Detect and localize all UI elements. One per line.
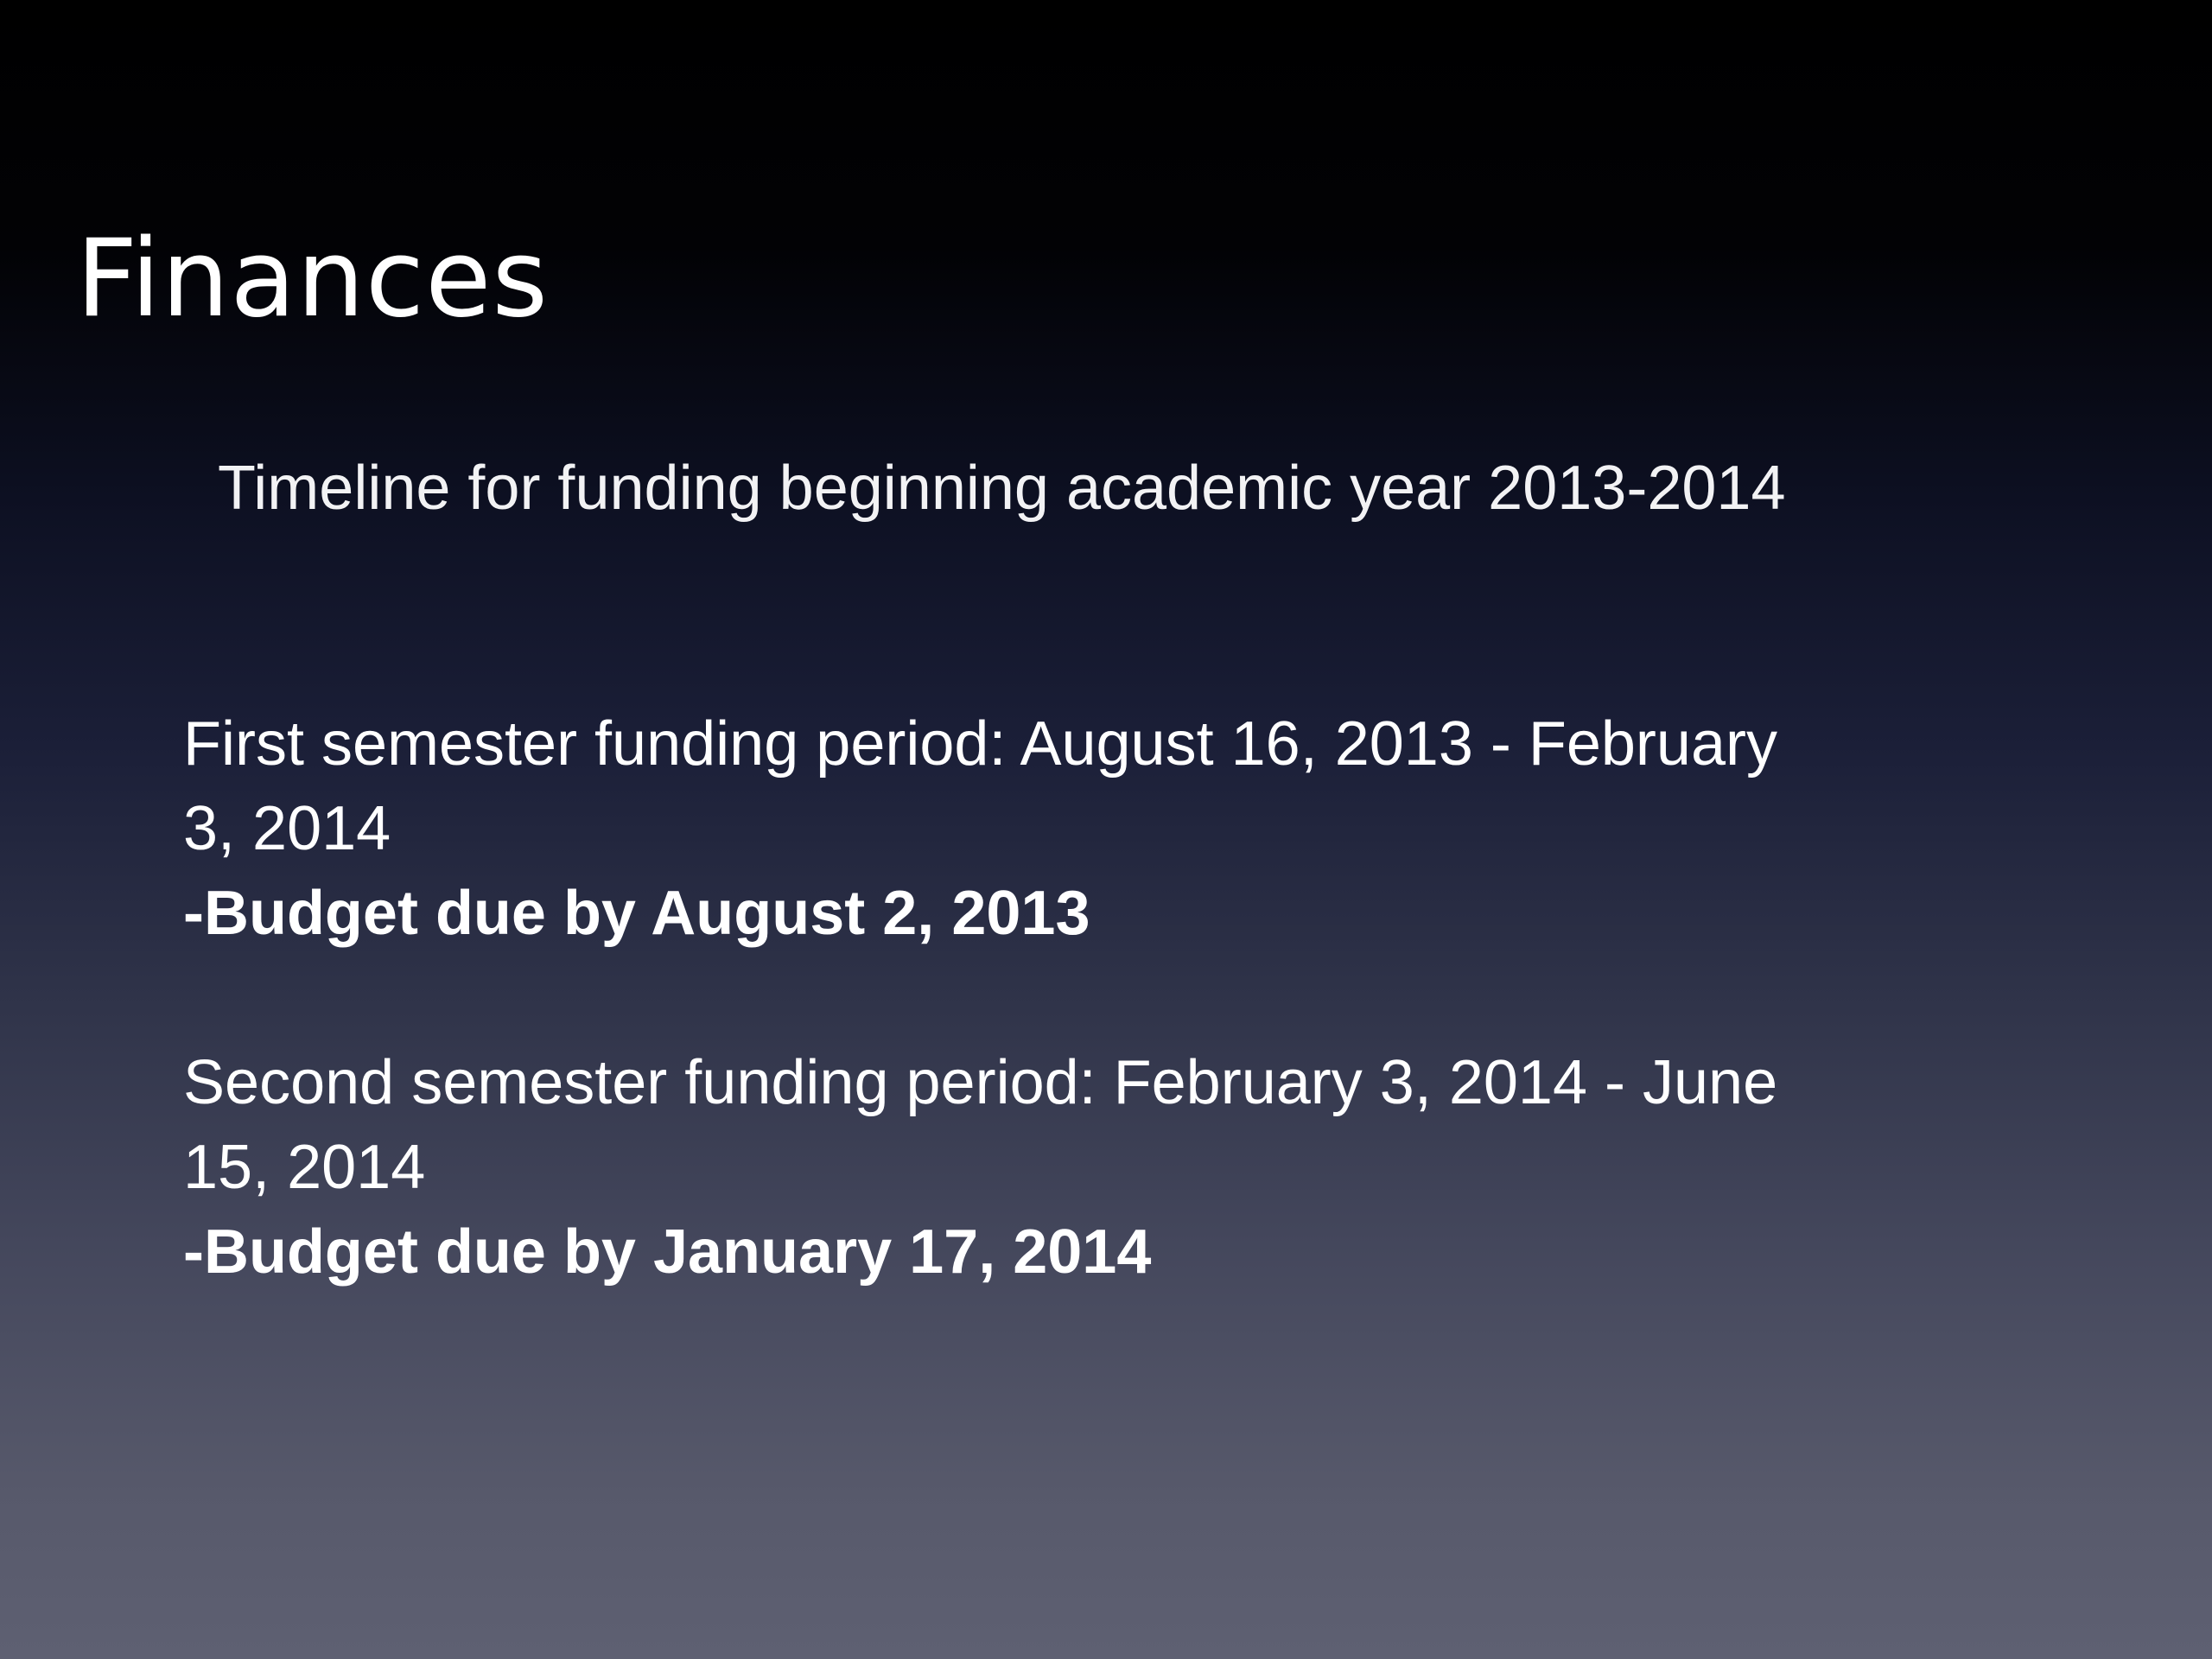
- funding-period-text-continued: 3, 2014: [183, 794, 391, 863]
- funding-period-text-continued: 15, 2014: [183, 1133, 426, 1202]
- spacer: [183, 956, 2024, 1040]
- funding-period-text: Second semester funding period: February 3, 2014 - June: [183, 1048, 1778, 1117]
- slide-title: Finances: [76, 217, 549, 341]
- slide-body: [183, 702, 2024, 1294]
- funding-period-text: First semester funding period: August 16, 2013 - February: [183, 709, 1777, 779]
- slide-subtitle: Timeline for funding beginning academic year 2013-2014: [218, 454, 1786, 523]
- funding-period-first: [183, 702, 2024, 956]
- funding-period-second: [183, 1040, 2024, 1294]
- budget-due-text: -Budget due by January 17, 2014: [183, 1217, 1152, 1287]
- budget-due-text: -Budget due by August 2, 2013: [183, 879, 1090, 948]
